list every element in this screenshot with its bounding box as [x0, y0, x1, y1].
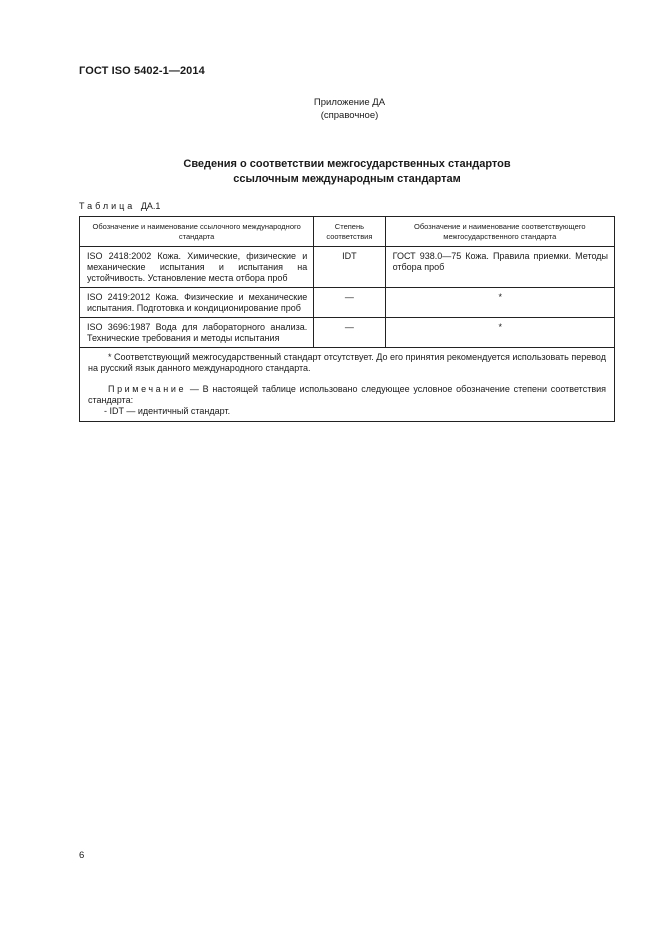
- document-code: ГОСТ ISO 5402-1—2014: [79, 65, 205, 77]
- correspondence-table: [79, 216, 615, 422]
- cell-degree: —: [314, 318, 385, 348]
- header-degree: Степень соответствия: [314, 217, 385, 247]
- annex-title: Приложение ДА: [313, 97, 386, 108]
- annex-heading: [0, 96, 661, 122]
- note-label: Примечание: [108, 384, 187, 394]
- cell-degree: IDT: [314, 247, 385, 288]
- annex-subtitle: (справочное): [320, 110, 379, 121]
- section-title-line2: ссылочным международным стандартам: [233, 173, 461, 185]
- section-title: [79, 157, 615, 187]
- header-national-standard: Обозначение и наименование соответствующего межгосударственного стандарта: [385, 217, 614, 247]
- page-number: 6: [79, 850, 85, 861]
- table-caption-word: Таблица: [79, 201, 136, 211]
- note-text: — В настоящей таблице использовано следующее условное обозначение степени соответствия стандарта:: [88, 384, 606, 405]
- note: [88, 384, 606, 406]
- cell-national-standard: *: [385, 288, 614, 318]
- cell-degree: —: [314, 288, 385, 318]
- cell-national-standard: ГОСТ 938.0—75 Кожа. Правила приемки. Методы отбора проб: [385, 247, 614, 288]
- table-header-row: [80, 217, 615, 247]
- note-item: - IDT — идентичный стандарт.: [104, 406, 231, 416]
- cell-national-standard: *: [385, 318, 614, 348]
- table-caption-number: ДА.1: [140, 201, 161, 211]
- cell-intl-standard: ISO 2418:2002 Кожа. Химические, физические и механические испытания и испытания на устойчивость. Установление места отбора проб: [80, 247, 314, 288]
- table-row: [80, 288, 615, 318]
- table-row: [80, 247, 615, 288]
- cell-intl-standard: ISO 2419:2012 Кожа. Физические и механические испытания. Подготовка и кондиционирование проб: [80, 288, 314, 318]
- footnote: * Соответствующий межгосударственный стандарт отсутствует. До его принятия рекомендуется использовать перевод на русский язык данного международного стандарта.: [88, 352, 606, 373]
- table-caption: [79, 201, 160, 211]
- table-note-cell: [80, 348, 615, 422]
- table-row: [80, 318, 615, 348]
- section-title-line1: Сведения о соответствии межгосударственных стандартов: [183, 158, 511, 170]
- cell-intl-standard: ISO 3696:1987 Вода для лабораторного анализа. Технические требования и методы испытания: [80, 318, 314, 348]
- table-note-row: [80, 348, 615, 422]
- header-intl-standard: Обозначение и наименование ссылочного международного стандарта: [80, 217, 314, 247]
